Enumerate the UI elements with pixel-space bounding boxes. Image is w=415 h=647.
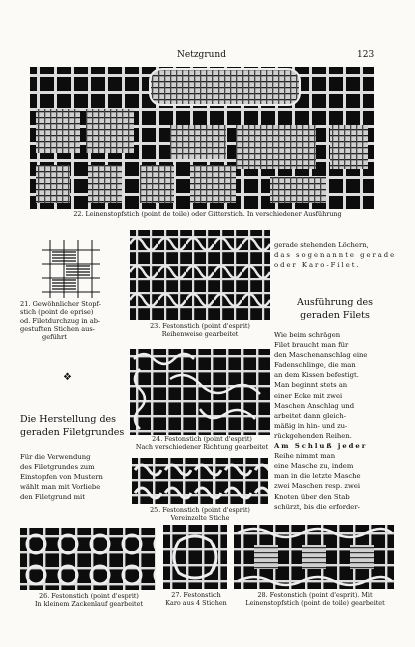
right-heading-line: Ausführung des [296, 297, 374, 308]
left-body-line: des Filetgrundes zum [20, 463, 95, 472]
right-top-line: das sogenannte gerade [274, 251, 396, 260]
ornament: ❖ [63, 372, 72, 383]
left-heading [20, 413, 135, 439]
left-heading-line: Die Herstellung des [20, 414, 117, 425]
figure-26-caption [14, 593, 164, 608]
figure-24-image [130, 349, 270, 435]
figure-25-caption-line: Vereinzelte Stiche [170, 513, 230, 522]
right-body-line: Fadenschlinge, die man [274, 361, 356, 370]
running-head: Netzgrund [177, 50, 226, 60]
figure-26-caption-line: 26. Festonstich (point d'esprit) [39, 592, 139, 600]
figure-21-caption-line: 21. Gewöhnlicher Stopf- [20, 300, 101, 308]
figure-23-image [130, 230, 270, 320]
left-heading-line: geraden Filetgrundes [20, 427, 125, 438]
right-top-line: gerade stehenden Löchern, [274, 241, 369, 249]
right-body-line: Maschen Anschlag und [274, 401, 355, 410]
figure-27-caption [158, 592, 234, 607]
figure-23-pattern [130, 230, 270, 320]
right-body-line: Reihe nimmt man [274, 452, 336, 461]
figure-25-image [132, 458, 268, 504]
figure-28-pattern [234, 525, 394, 589]
right-top-line: oder Karo-Filet. [274, 261, 361, 270]
figure-21-caption-line: geführt [42, 333, 67, 342]
figure-21-pattern [42, 240, 100, 298]
right-body-line: arbeitet dann gleich- [274, 411, 347, 420]
figure-26-caption-line: In kleinem Zackenlauf gearbeitet [35, 599, 143, 608]
right-body-line: Wie beim schrägen [274, 331, 341, 339]
right-body-line: rückgehenden Reihen. [274, 431, 352, 440]
figure-24-caption [122, 436, 282, 451]
figure-27-pattern [163, 525, 227, 589]
right-body-line: mäßig in hin- und zu- [274, 421, 348, 430]
figure-28-caption-line: 28. Festonstich (point d'esprit). Mit [257, 591, 373, 599]
right-body-text [274, 330, 396, 512]
left-body-line: Für die Verwendung [20, 453, 91, 461]
figure-27-image [163, 525, 227, 589]
figure-28-image [234, 525, 394, 589]
right-heading [280, 296, 390, 322]
right-body-line: zwei Maschen resp. zwei [274, 482, 361, 491]
figure-23-caption-line: 23. Festonstich (point d'esprit) [150, 322, 250, 330]
right-body-line: schürzt, bis die erforder- [274, 502, 360, 511]
left-body-line: den Filetgrund mit [20, 493, 85, 502]
figure-28-caption-line: Leinenstopfstich (point de toile) gearbeitet [245, 598, 385, 607]
figure-28-caption [230, 592, 400, 607]
right-body-line: einer Ecke mit zwei [274, 391, 343, 400]
left-body-line: wählt man mit Vorliebe [20, 483, 101, 492]
figure-22-caption: 22. Leinenstopfstich (point de toile) oder Gitterstich. In verschiedener Ausführung [73, 210, 342, 218]
right-body-line: Am Schluß jeder [274, 442, 368, 451]
figure-23-caption-line: Reihenweise gearbeitet [161, 329, 239, 338]
figure-25-caption-line: 25. Festonstich (point d'esprit) [150, 506, 250, 514]
left-body-line: Einstopfen von Mustern [20, 473, 103, 482]
left-body-text [20, 452, 132, 502]
figure-25-caption [122, 507, 278, 522]
right-heading-line: geraden Filets [300, 310, 370, 321]
right-body-line: Man beginnt stets an [274, 381, 348, 390]
figure-26-pattern [20, 528, 156, 590]
figure-24-caption-line: Nach verschiedener Richtung gearbeitet [135, 442, 269, 451]
right-body-line: eine Masche zu, indem [274, 462, 354, 471]
figure-24-caption-line: 24. Festonstich (point d'esprit) [152, 435, 252, 443]
figure-22-pattern [30, 67, 374, 209]
figure-27-caption-line: 27. Festonstich [171, 591, 221, 599]
figure-21-caption-line: stich (point de eprise) [20, 308, 94, 317]
right-body-line: an dem Kissen befestigt. [274, 371, 359, 380]
right-top-text [274, 240, 396, 270]
right-body-line: Filet braucht man für [274, 341, 349, 350]
figure-24-pattern [130, 349, 270, 435]
right-body-line: man in die letzte Masche [274, 472, 361, 481]
figure-26-image [20, 528, 156, 590]
figure-21-caption-line: od. Filetdurchzug in ab- [20, 316, 101, 325]
figure-22-netting-image [30, 67, 374, 209]
figure-23-caption [122, 323, 278, 338]
page-number: 123 [357, 50, 375, 60]
figure-27-caption-line: Karo aus 4 Stichen [165, 598, 227, 607]
figure-21-caption [20, 300, 130, 341]
figure-21-caption-line: gestuften Stichen aus- [20, 324, 95, 333]
right-body-line: den Maschenanschlag eine [274, 351, 368, 360]
right-body-line: Knoten über den Stab [274, 492, 350, 501]
figure-25-pattern [132, 458, 268, 504]
figure-21-image [42, 240, 100, 298]
